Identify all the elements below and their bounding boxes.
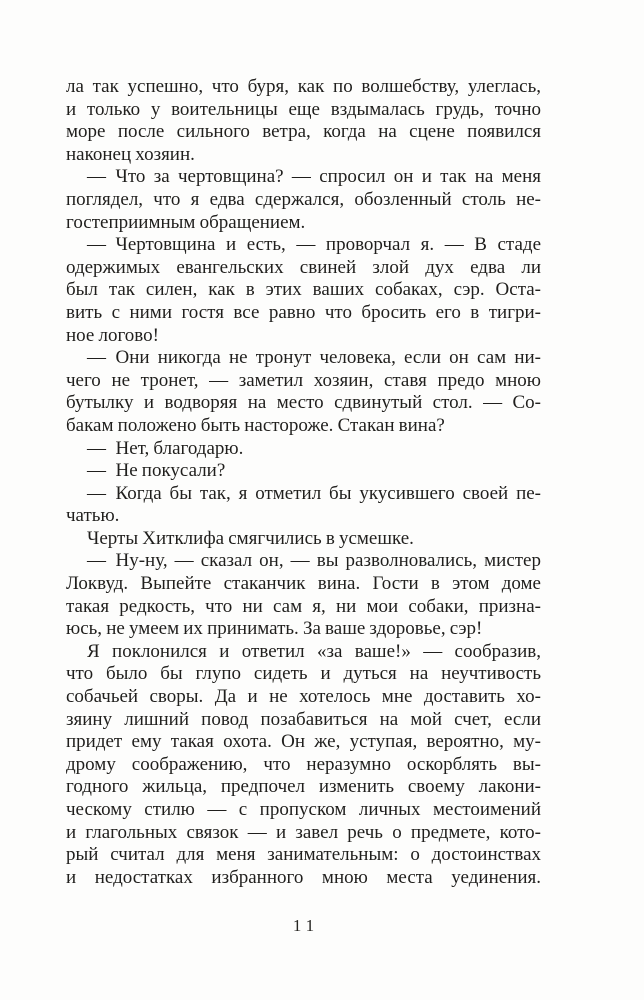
text-line: море после сильного ветра, когда на сцене появился <box>66 121 541 143</box>
text-line: ное логово! <box>66 324 159 346</box>
text-line: — Не покусали? <box>87 460 226 482</box>
text-line: гостеприимным обращением. <box>66 211 306 233</box>
text-line: собачьей своры. Да и не хотелось мне доставить хо- <box>66 686 541 708</box>
paragraph <box>66 460 541 483</box>
text-line: поглядел, что я едва сдержался, обозленный столь не- <box>66 188 541 210</box>
text-line: был так силен, как в этих ваших собаках, сэр. Оста- <box>66 279 541 301</box>
text-line: вить с ними гостя все равно что бросить его в тигри- <box>66 301 541 323</box>
text-line: Локвуд. Выпейте стаканчик вина. Гости в этом доме <box>66 573 541 595</box>
text-line: рый считал для меня занимательным: о достоинствах <box>66 844 541 866</box>
text-line: юсь, не умеем их принимать. За ваше здоровье, сэр! <box>66 618 483 640</box>
paragraph <box>66 550 541 640</box>
text-line: наконец хозяин. <box>66 143 195 165</box>
text-line: бакам положено быть настороже. Стакан вина? <box>66 414 445 436</box>
text-line: — Ну-ну, — сказал он, — вы разволновались, мистер <box>87 550 541 572</box>
paragraph <box>66 347 541 437</box>
text-line: Черты Хитклифа смягчились в усмешке. <box>87 527 414 549</box>
text-line: бутылку и водворяя на место сдвинутый стол. — Со- <box>66 392 541 414</box>
text-line: чатью. <box>66 505 120 527</box>
text-line: зяину лишний повод позабавиться на мой счет, если <box>66 708 541 730</box>
text-line: чего не тронет, — заметил хозяин, ставя предо мною <box>66 369 541 391</box>
paragraph <box>66 166 541 234</box>
page-number: 11 <box>292 916 320 935</box>
text-line: — Нет, благодарю. <box>87 437 244 459</box>
text-line: что было бы глупо сидеть и дуться на неучтивость <box>66 663 541 685</box>
text-line: придет ему такая охота. Он же, уступая, вероятно, му- <box>66 731 541 753</box>
paragraph <box>66 76 541 166</box>
text-line: — Чертовщина и есть, — проворчал я. — В стаде <box>87 234 541 256</box>
text-line: и только у воительницы еще вздымалась грудь, точно <box>66 98 541 120</box>
paragraph <box>66 438 541 461</box>
text-line: и недостатках избранного мною места уединения. <box>66 866 541 888</box>
text-line: одержимых евангельских свиней злой дух едва ли <box>66 256 541 278</box>
paragraph <box>66 641 541 890</box>
paragraph <box>66 528 541 551</box>
text-line: дрому соображению, что неразумно оскорблять вы- <box>66 753 541 775</box>
text-line: ла так успешно, что буря, как по волшебству, улеглась, <box>66 76 541 97</box>
text-line: такая редкость, что ни сам я, ни мои собаки, призна- <box>66 595 541 617</box>
text-line: — Они никогда не тронут человека, если он сам ни- <box>87 347 541 369</box>
paragraph <box>66 483 541 528</box>
text-line: Я поклонился и ответил «за ваше!» — сообразив, <box>87 640 541 662</box>
page-text <box>66 76 541 889</box>
text-line: — Когда бы так, я отметил бы укусившего своей пе- <box>87 482 541 504</box>
text-line: годного жильца, предпочел изменить своему лакони- <box>66 776 541 798</box>
text-line: и глагольных связок — и завел речь о предмете, кото- <box>66 821 541 843</box>
paragraph <box>66 234 541 347</box>
text-line: ческому стилю — с пропуском личных местоимений <box>66 799 541 820</box>
text-line: — Что за чертовщина? — спросил он и так на меня <box>87 166 541 188</box>
